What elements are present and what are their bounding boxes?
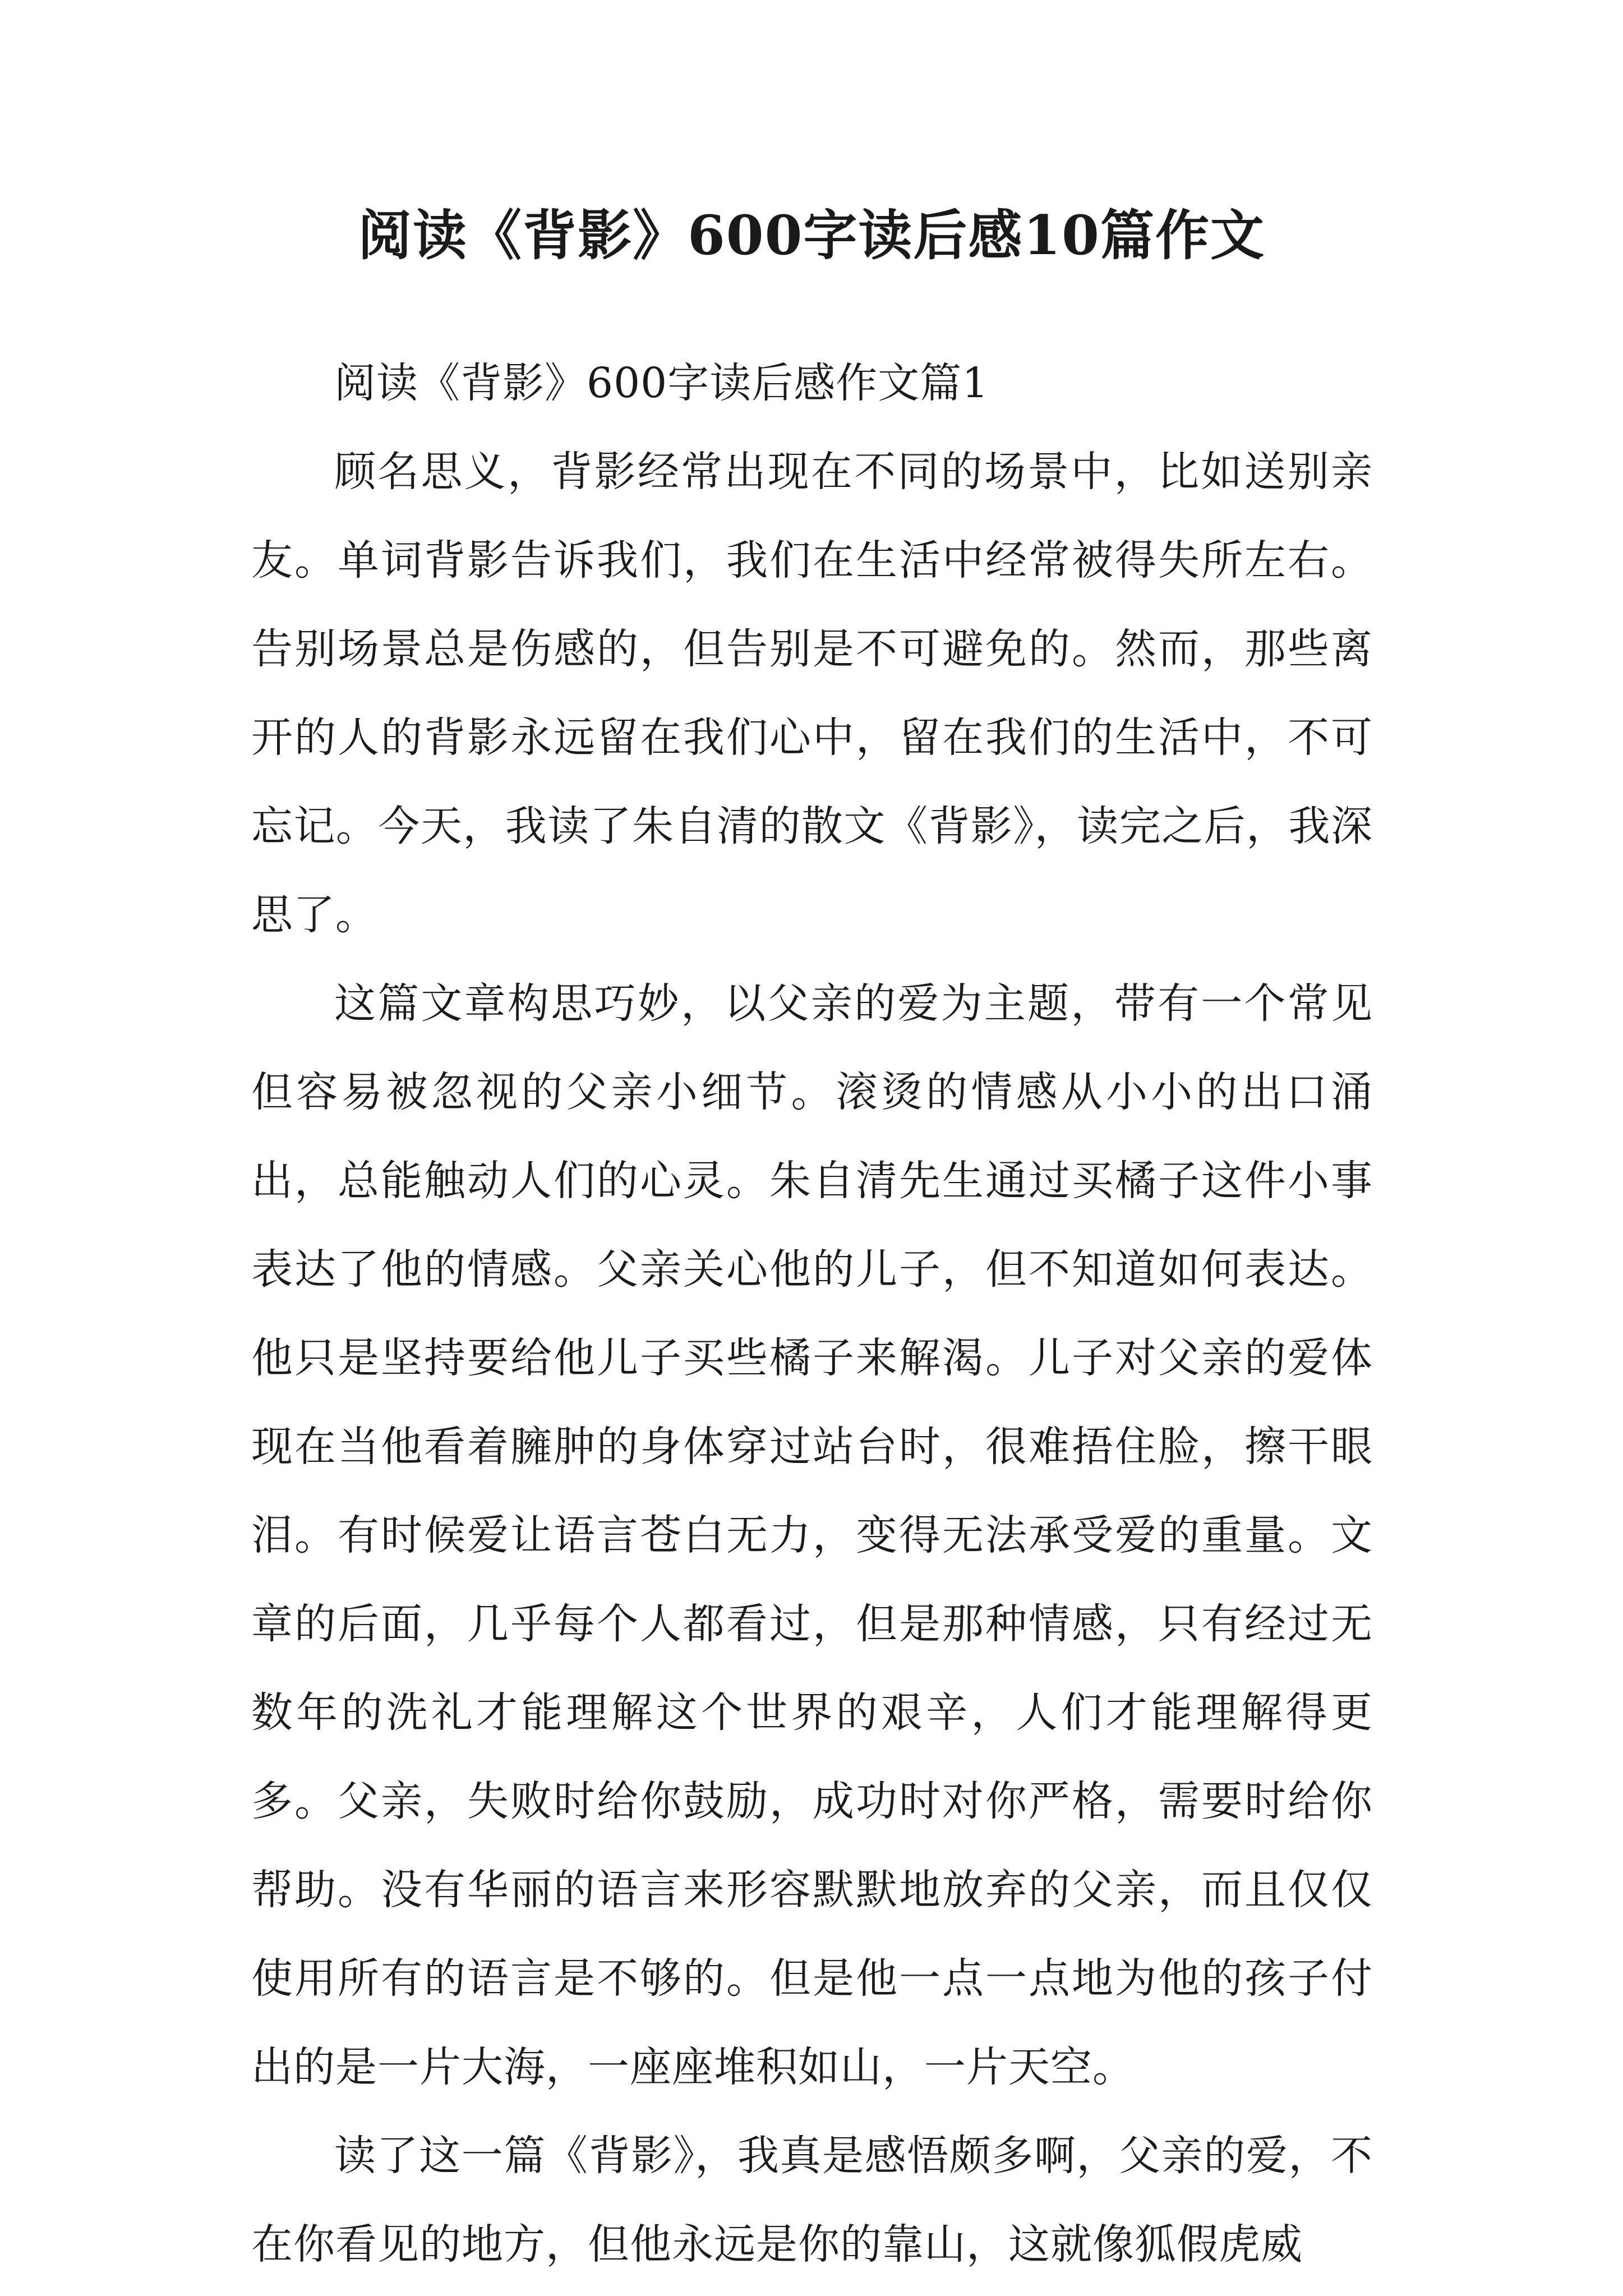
section-heading: 阅读《背影》600字读后感作文篇1	[334, 359, 989, 407]
paragraph: 这篇文章构思巧妙，以父亲的爱为主题，带有一个常见但容易被忽视的父亲小细节。滚烫的情感从小小的出口涌出，总能触动人们的心灵。朱自清先生通过买橘子这件小事表达了他的情感。父亲关心他的儿子，但不知道如何表达。他只是坚持要给他儿子买些橘子来解渴。儿子对父亲的爱体现在当他看着臃肿的身体穿过站台时，很难捂住脸，擦干眼泪。有时候爱让语言苍白无力，变得无法承受爱的重量。文章的后面，几乎每个人都看过，但是那种情感，只有经过无数年的洗礼才能理解这个世界的艰辛，人们才能理解得更多。父亲，失败时给你鼓励，成功时对你严格，需要时给你帮助。没有华丽的语言来形容默默地放弃的父亲，而且仅仅使用所有的语言是不够的。但是他一点一点地为他的孩子付出的是一片大海，一座座堆积如山，一片天空。	[251, 979, 1373, 2091]
paragraph: 顾名思义，背影经常出现在不同的场景中，比如送别亲友。单词背影告诉我们，我们在生活中经常被得失所左右。告别场景总是伤感的，但告别是不可避免的。然而，那些离开的人的背影永远留在我们心中，留在我们的生活中，不可忘记。今天，我读了朱自清的散文《背影》，读完之后，我深思了。	[251, 448, 1373, 939]
document-title: 阅读《背影》600字读后感10篇作文	[358, 204, 1265, 267]
paragraph: 读了这一篇《背影》，我真是感悟颇多啊，父亲的爱，不在你看见的地方，但他永远是你的靠山，这就像狐假虎威	[251, 2132, 1373, 2269]
document-body	[251, 339, 1373, 2289]
